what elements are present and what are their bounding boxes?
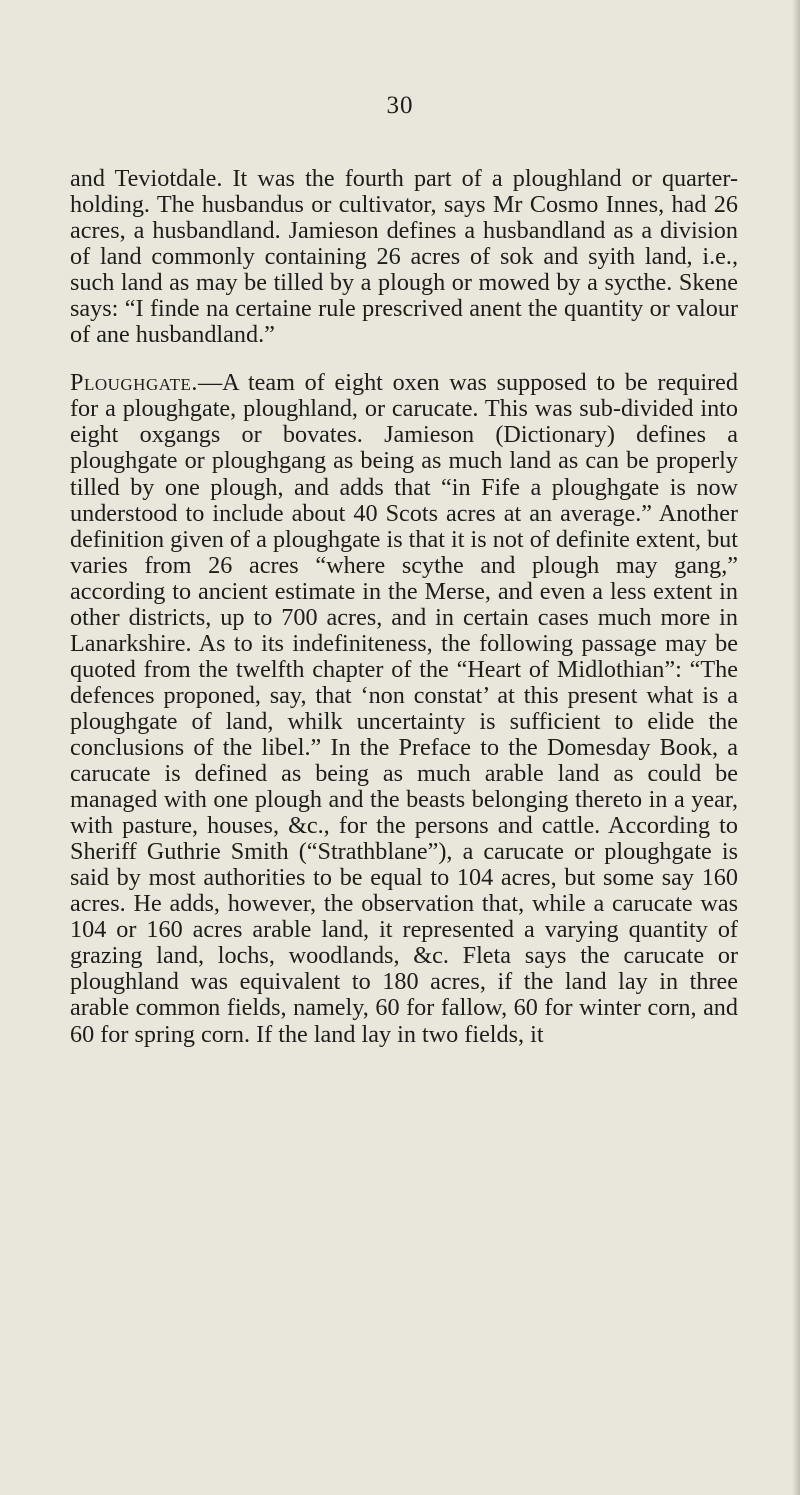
section-heading-ploughgate: Ploughgate. bbox=[70, 369, 198, 397]
paragraph-2 bbox=[70, 370, 738, 1047]
page-edge-shadow bbox=[792, 0, 800, 1495]
page-number: 30 bbox=[386, 92, 414, 119]
paragraph-1 bbox=[70, 166, 738, 348]
paragraph-2-text: —A team of eight oxen was supposed to be required for a ploughgate, ploughland, or carucate. This was sub-divided into eight oxgangs or bovates. Jamieson (Dictionary) defines a ploughgate or ploughgang as being as much land as can be properly tilled by one plough, and adds that “in Fife a ploughgate is now understood to include about 40 Scots acres at an average.” Another definition given of a ploughgate is that it is not of definite extent, but varies from 26 acres “where scythe and plough may gang,” according to ancient estimate in the Merse, and even a less extent in other districts, up to 700 acres, and in certain cases much more in Lanarkshire. As to its indefiniteness, the following passage may be quoted from the twelfth chapter of the “Heart of Midlothian”: “The defences proponed, say, that ‘non constat’ at this present what is a ploughgate of land, whilk uncertainty is sufficient to elide the conclusions of the libel.” In the Preface to the Domesday Book, a carucate is defined as being as much arable land as could be managed with one plough and the beasts belonging thereto in a year, with pasture, houses, &c., for the persons and cattle. According to Sheriff Guthrie Smith (“Strathblane”), a carucate or ploughgate is said by most authorities to be equal to 104 acres, but some say 160 acres. He adds, however, the observation that, while a carucate was 104 or 160 acres arable land, it represented a varying quantity of grazing land, lochs, woodlands, &c. Fleta says the carucate or ploughland was equivalent to 180 acres, if the land lay in three arable common fields, namely, 60 for fallow, 60 for winter corn, and 60 for spring corn. If the land lay in two fields, it bbox=[70, 369, 738, 1048]
body-text bbox=[70, 166, 738, 1048]
paragraph-1-text: and Teviotdale. It was the fourth part of a ploughland or quarter-holding. The husbandus or cultivator, says Mr Cosmo Innes, had 26 acres, a husbandland. Jamieson defines a husbandland as a division of land commonly containing 26 acres of sok and syith land, i.e., such land as may be tilled by a plough or mowed by a sycthe. Skene says: “I finde na certaine rule prescrived anent the quantity or valour of ane husbandland.” bbox=[70, 165, 738, 349]
